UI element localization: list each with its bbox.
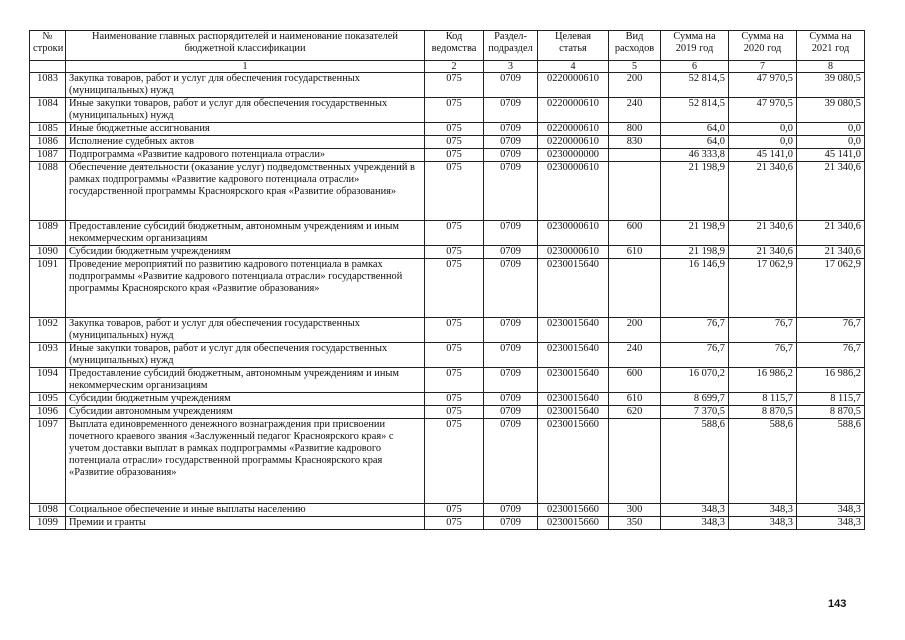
row-number: 1094	[30, 368, 66, 393]
row-number: 1087	[30, 149, 66, 162]
row-sum-2020: 348,3	[729, 504, 797, 517]
row-name: Закупка товаров, работ и услуг для обеспечения государственных (муниципальных) нужд	[66, 318, 425, 343]
row-number: 1083	[30, 73, 66, 98]
row-target-code: 0230015640	[538, 343, 609, 368]
row-section-code: 0709	[484, 368, 538, 393]
table-row	[30, 318, 865, 343]
row-dept-code: 075	[425, 123, 484, 136]
row-name: Социальное обеспечение и иные выплаты населению	[66, 504, 425, 517]
row-expense-type: 600	[609, 221, 661, 246]
row-section-code: 0709	[484, 406, 538, 419]
header-target: Целевая статья	[538, 31, 609, 61]
row-section-code: 0709	[484, 393, 538, 406]
row-name: Субсидии бюджетным учреждениям	[66, 393, 425, 406]
row-number: 1086	[30, 136, 66, 149]
table-row	[30, 136, 865, 149]
row-name: Субсидии бюджетным учреждениям	[66, 246, 425, 259]
column-number: 1	[66, 61, 425, 73]
table-row	[30, 73, 865, 98]
row-sum-2020: 348,3	[729, 517, 797, 530]
column-number: 6	[661, 61, 729, 73]
row-sum-2019: 588,6	[661, 419, 729, 504]
row-number: 1090	[30, 246, 66, 259]
row-target-code: 0230015660	[538, 504, 609, 517]
row-expense-type: 600	[609, 368, 661, 393]
row-expense-type	[609, 162, 661, 221]
table-row	[30, 393, 865, 406]
row-target-code: 0230015640	[538, 318, 609, 343]
budget-table	[29, 30, 865, 530]
row-sum-2019: 21 198,9	[661, 246, 729, 259]
row-dept-code: 075	[425, 504, 484, 517]
table-row	[30, 259, 865, 318]
row-expense-type: 800	[609, 123, 661, 136]
row-sum-2019: 16 146,9	[661, 259, 729, 318]
row-expense-type: 240	[609, 98, 661, 123]
column-number	[30, 61, 66, 73]
row-sum-2020: 16 986,2	[729, 368, 797, 393]
row-section-code: 0709	[484, 318, 538, 343]
row-name: Иные закупки товаров, работ и услуг для обеспечения государственных (муниципальных) нужд	[66, 343, 425, 368]
row-dept-code: 075	[425, 318, 484, 343]
row-sum-2021: 76,7	[797, 343, 865, 368]
row-target-code: 0230000000	[538, 149, 609, 162]
row-sum-2020: 8 870,5	[729, 406, 797, 419]
row-number: 1088	[30, 162, 66, 221]
row-target-code: 0230015640	[538, 393, 609, 406]
row-target-code: 0230015640	[538, 406, 609, 419]
row-sum-2019: 64,0	[661, 123, 729, 136]
row-section-code: 0709	[484, 259, 538, 318]
header-row	[30, 31, 865, 61]
row-number: 1091	[30, 259, 66, 318]
row-name: Предоставление субсидий бюджетным, автономным учреждениям и иным некоммерческим организациям	[66, 368, 425, 393]
row-number: 1099	[30, 517, 66, 530]
row-sum-2020: 8 115,7	[729, 393, 797, 406]
row-target-code: 0230015660	[538, 517, 609, 530]
row-name: Проведение мероприятий по развитию кадрового потенциала в рамках подпрограммы «Развитие кадрового потенциала отрасли» государственной программы Красноярского края «Развитие образования»	[66, 259, 425, 318]
table-row	[30, 221, 865, 246]
row-sum-2020: 0,0	[729, 123, 797, 136]
row-sum-2019: 52 814,5	[661, 73, 729, 98]
row-expense-type	[609, 259, 661, 318]
row-section-code: 0709	[484, 149, 538, 162]
row-sum-2020: 588,6	[729, 419, 797, 504]
row-sum-2019: 64,0	[661, 136, 729, 149]
row-sum-2019: 348,3	[661, 517, 729, 530]
row-sum-2019: 76,7	[661, 343, 729, 368]
row-dept-code: 075	[425, 368, 484, 393]
table-row	[30, 406, 865, 419]
row-sum-2020: 47 970,5	[729, 73, 797, 98]
row-dept-code: 075	[425, 98, 484, 123]
row-dept-code: 075	[425, 517, 484, 530]
row-dept-code: 075	[425, 136, 484, 149]
row-target-code: 0220000610	[538, 73, 609, 98]
row-target-code: 0220000610	[538, 136, 609, 149]
table-row	[30, 162, 865, 221]
table-row	[30, 343, 865, 368]
row-name: Исполнение судебных актов	[66, 136, 425, 149]
row-number: 1089	[30, 221, 66, 246]
row-number: 1096	[30, 406, 66, 419]
row-dept-code: 075	[425, 406, 484, 419]
row-sum-2019: 76,7	[661, 318, 729, 343]
row-sum-2021: 8 870,5	[797, 406, 865, 419]
row-number: 1098	[30, 504, 66, 517]
row-section-code: 0709	[484, 123, 538, 136]
row-dept-code: 075	[425, 246, 484, 259]
row-sum-2021: 348,3	[797, 517, 865, 530]
table-row	[30, 368, 865, 393]
row-sum-2021: 588,6	[797, 419, 865, 504]
row-dept-code: 075	[425, 259, 484, 318]
row-sum-2020: 76,7	[729, 318, 797, 343]
column-number: 8	[797, 61, 865, 73]
row-sum-2021: 21 340,6	[797, 246, 865, 259]
row-sum-2020: 21 340,6	[729, 246, 797, 259]
row-expense-type	[609, 419, 661, 504]
row-expense-type: 620	[609, 406, 661, 419]
row-target-code: 0230015640	[538, 368, 609, 393]
row-sum-2020: 45 141,0	[729, 149, 797, 162]
header-name: Наименование главных распорядителей и наименование показателей бюджетной классификации	[66, 31, 425, 61]
row-name: Премии и гранты	[66, 517, 425, 530]
header-sum-2021: Сумма на 2021 год	[797, 31, 865, 61]
row-dept-code: 075	[425, 343, 484, 368]
column-numbers-row	[30, 61, 865, 73]
table-row	[30, 419, 865, 504]
row-sum-2020: 47 970,5	[729, 98, 797, 123]
row-dept-code: 075	[425, 419, 484, 504]
row-expense-type: 830	[609, 136, 661, 149]
row-dept-code: 075	[425, 393, 484, 406]
table-row	[30, 98, 865, 123]
row-target-code: 0230000610	[538, 162, 609, 221]
row-sum-2021: 21 340,6	[797, 162, 865, 221]
row-sum-2021: 348,3	[797, 504, 865, 517]
table-row	[30, 517, 865, 530]
row-expense-type: 240	[609, 343, 661, 368]
row-number: 1084	[30, 98, 66, 123]
row-expense-type: 300	[609, 504, 661, 517]
header-sum-2020: Сумма на 2020 год	[729, 31, 797, 61]
row-sum-2020: 21 340,6	[729, 221, 797, 246]
row-section-code: 0709	[484, 98, 538, 123]
row-sum-2019: 46 333,8	[661, 149, 729, 162]
row-expense-type: 610	[609, 246, 661, 259]
row-sum-2021: 39 080,5	[797, 73, 865, 98]
row-number: 1095	[30, 393, 66, 406]
row-section-code: 0709	[484, 246, 538, 259]
header-section: Раздел-подраздел	[484, 31, 538, 61]
row-sum-2020: 0,0	[729, 136, 797, 149]
row-name: Обеспечение деятельности (оказание услуг) подведомственных учреждений в рамках подпрограммы «Развитие кадрового потенциала отрасли» государственной программы Красноярского края «Развитие образования»	[66, 162, 425, 221]
table-body	[30, 73, 865, 530]
row-sum-2019: 8 699,7	[661, 393, 729, 406]
column-number: 3	[484, 61, 538, 73]
row-name: Подпрограмма «Развитие кадрового потенциала отрасли»	[66, 149, 425, 162]
row-name: Выплата единовременного денежного вознаграждения при присвоении почетного краевого звания «Заслуженный педагог Красноярского края» с учетом доставки выплат в рамках подпрограммы «Развитие кадрового потенциала отрасли» государственной программы Красноярского края «Развитие образования»	[66, 419, 425, 504]
row-sum-2019: 348,3	[661, 504, 729, 517]
table-row	[30, 149, 865, 162]
row-dept-code: 075	[425, 221, 484, 246]
row-sum-2021: 45 141,0	[797, 149, 865, 162]
row-sum-2021: 21 340,6	[797, 221, 865, 246]
row-expense-type: 200	[609, 73, 661, 98]
budget-sheet	[29, 30, 865, 530]
row-sum-2021: 16 986,2	[797, 368, 865, 393]
row-name: Иные закупки товаров, работ и услуг для обеспечения государственных (муниципальных) нужд	[66, 98, 425, 123]
table-row	[30, 246, 865, 259]
row-sum-2021: 39 080,5	[797, 98, 865, 123]
header-exp-type: Вид расходов	[609, 31, 661, 61]
row-section-code: 0709	[484, 136, 538, 149]
table-row	[30, 123, 865, 136]
row-sum-2021: 0,0	[797, 136, 865, 149]
row-target-code: 0230015660	[538, 419, 609, 504]
row-sum-2021: 8 115,7	[797, 393, 865, 406]
row-sum-2019: 21 198,9	[661, 162, 729, 221]
header-sum-2019: Сумма на 2019 год	[661, 31, 729, 61]
row-sum-2020: 21 340,6	[729, 162, 797, 221]
table-row	[30, 504, 865, 517]
column-number: 7	[729, 61, 797, 73]
row-section-code: 0709	[484, 419, 538, 504]
row-target-code: 0220000610	[538, 123, 609, 136]
row-name: Предоставление субсидий бюджетным, автономным учреждениям и иным некоммерческим организациям	[66, 221, 425, 246]
row-target-code: 0220000610	[538, 98, 609, 123]
row-section-code: 0709	[484, 73, 538, 98]
row-section-code: 0709	[484, 343, 538, 368]
row-section-code: 0709	[484, 517, 538, 530]
row-target-code: 0230000610	[538, 221, 609, 246]
row-name: Закупка товаров, работ и услуг для обеспечения государственных (муниципальных) нужд	[66, 73, 425, 98]
row-expense-type	[609, 149, 661, 162]
column-number: 4	[538, 61, 609, 73]
row-dept-code: 075	[425, 73, 484, 98]
row-sum-2019: 16 070,2	[661, 368, 729, 393]
row-sum-2020: 76,7	[729, 343, 797, 368]
row-expense-type: 350	[609, 517, 661, 530]
row-dept-code: 075	[425, 162, 484, 221]
row-sum-2021: 0,0	[797, 123, 865, 136]
column-number: 2	[425, 61, 484, 73]
row-sum-2021: 17 062,9	[797, 259, 865, 318]
row-expense-type: 610	[609, 393, 661, 406]
row-name: Иные бюджетные ассигнования	[66, 123, 425, 136]
page-number: 143	[828, 598, 847, 610]
row-section-code: 0709	[484, 162, 538, 221]
row-number: 1097	[30, 419, 66, 504]
row-target-code: 0230015640	[538, 259, 609, 318]
row-section-code: 0709	[484, 504, 538, 517]
row-number: 1092	[30, 318, 66, 343]
row-dept-code: 075	[425, 149, 484, 162]
row-target-code: 0230000610	[538, 246, 609, 259]
row-number: 1093	[30, 343, 66, 368]
header-dept: Код ведомства	[425, 31, 484, 61]
row-sum-2019: 21 198,9	[661, 221, 729, 246]
row-sum-2021: 76,7	[797, 318, 865, 343]
row-number: 1085	[30, 123, 66, 136]
row-sum-2020: 17 062,9	[729, 259, 797, 318]
header-row-no: № строки	[30, 31, 66, 61]
row-section-code: 0709	[484, 221, 538, 246]
row-name: Субсидии автономным учреждениям	[66, 406, 425, 419]
row-expense-type: 200	[609, 318, 661, 343]
row-sum-2019: 7 370,5	[661, 406, 729, 419]
row-sum-2019: 52 814,5	[661, 98, 729, 123]
column-number: 5	[609, 61, 661, 73]
